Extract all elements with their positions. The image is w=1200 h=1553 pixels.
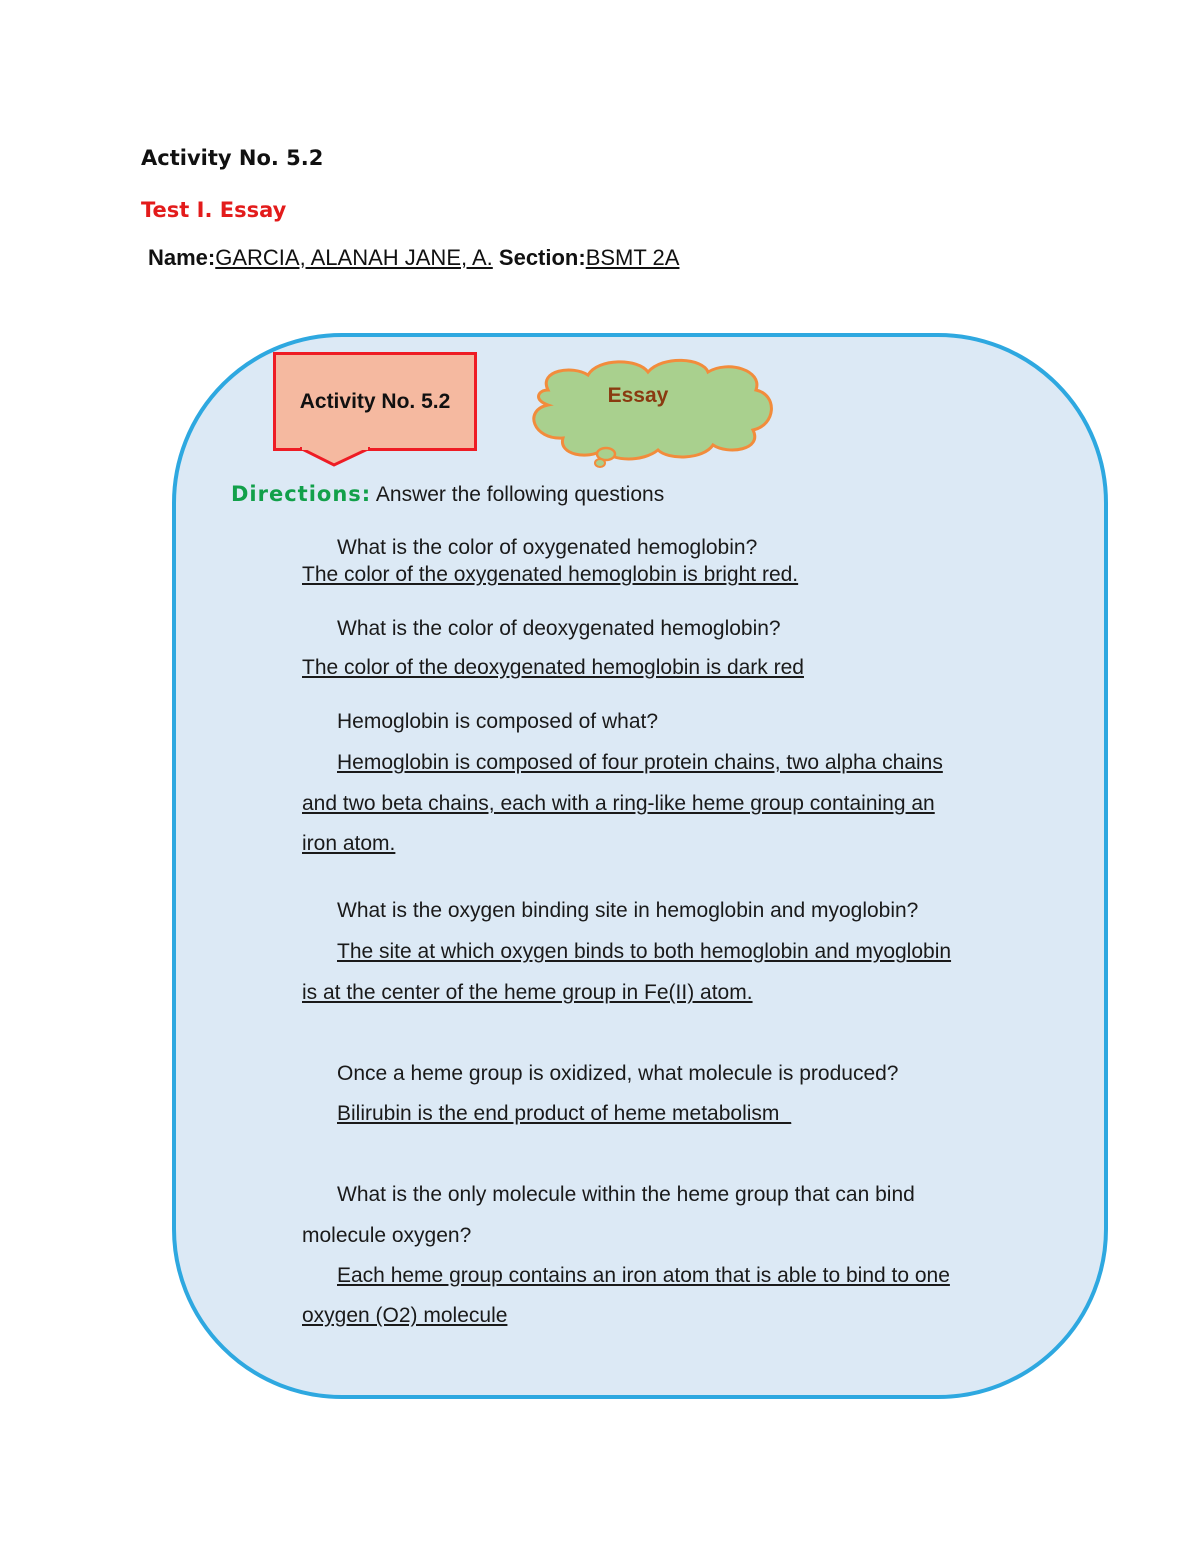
question-6-line-2: molecule oxygen?: [302, 1224, 472, 1247]
test-heading: Test I. Essay: [141, 198, 287, 222]
answer-6-line-1: Each heme group contains an iron atom that is able to bind to one: [337, 1264, 950, 1287]
answer-1: The color of the oxygenated hemoglobin is bright red.: [302, 563, 799, 586]
question-2: What is the color of deoxygenated hemoglobin?: [337, 617, 781, 640]
directions-label: Directions:: [231, 482, 372, 506]
question-3: Hemoglobin is composed of what?: [337, 710, 659, 733]
essay-cloud-label: Essay: [607, 384, 669, 407]
answer-4-line-1: The site at which oxygen binds to both hemoglobin and myoglobin: [337, 940, 952, 963]
activity-callout: Activity No. 5.2: [273, 352, 477, 451]
directions: [231, 482, 664, 507]
answer-4-line-2: is at the center of the heme group in Fe(II) atom.: [302, 981, 753, 1004]
answer-5: Bilirubin is the end product of heme metabolism_: [337, 1102, 792, 1125]
essay-cloud-icon: [518, 350, 780, 470]
name-label: Name:: [148, 245, 216, 270]
answer-3-line-2: and two beta chains, each with a ring-like heme group containing an: [302, 792, 935, 815]
question-6-line-1: What is the only molecule within the heme group that can bind: [337, 1183, 915, 1206]
directions-text: Answer the following questions: [371, 483, 665, 506]
answer-3-line-1: Hemoglobin is composed of four protein chains, two alpha chains: [337, 751, 943, 774]
answer-6-line-2: oxygen (O2) molecule: [302, 1304, 508, 1327]
question-4: What is the oxygen binding site in hemoglobin and myoglobin?: [337, 899, 919, 922]
section-value: BSMT 2A: [585, 245, 680, 270]
section-label: Section:: [492, 245, 586, 270]
name-section-line: [148, 245, 679, 271]
question-5: Once a heme group is oxidized, what molecule is produced?: [337, 1062, 899, 1085]
question-1: What is the color of oxygenated hemoglobin?: [337, 536, 758, 559]
answer-2: The color of the deoxygenated hemoglobin is dark red: [302, 656, 804, 679]
callout-tail-icon: [300, 447, 370, 469]
name-value: GARCIA, ALANAH JANE, A.: [215, 245, 493, 270]
answer-3-line-3: iron atom.: [302, 832, 396, 855]
activity-heading: Activity No. 5.2: [141, 146, 324, 170]
